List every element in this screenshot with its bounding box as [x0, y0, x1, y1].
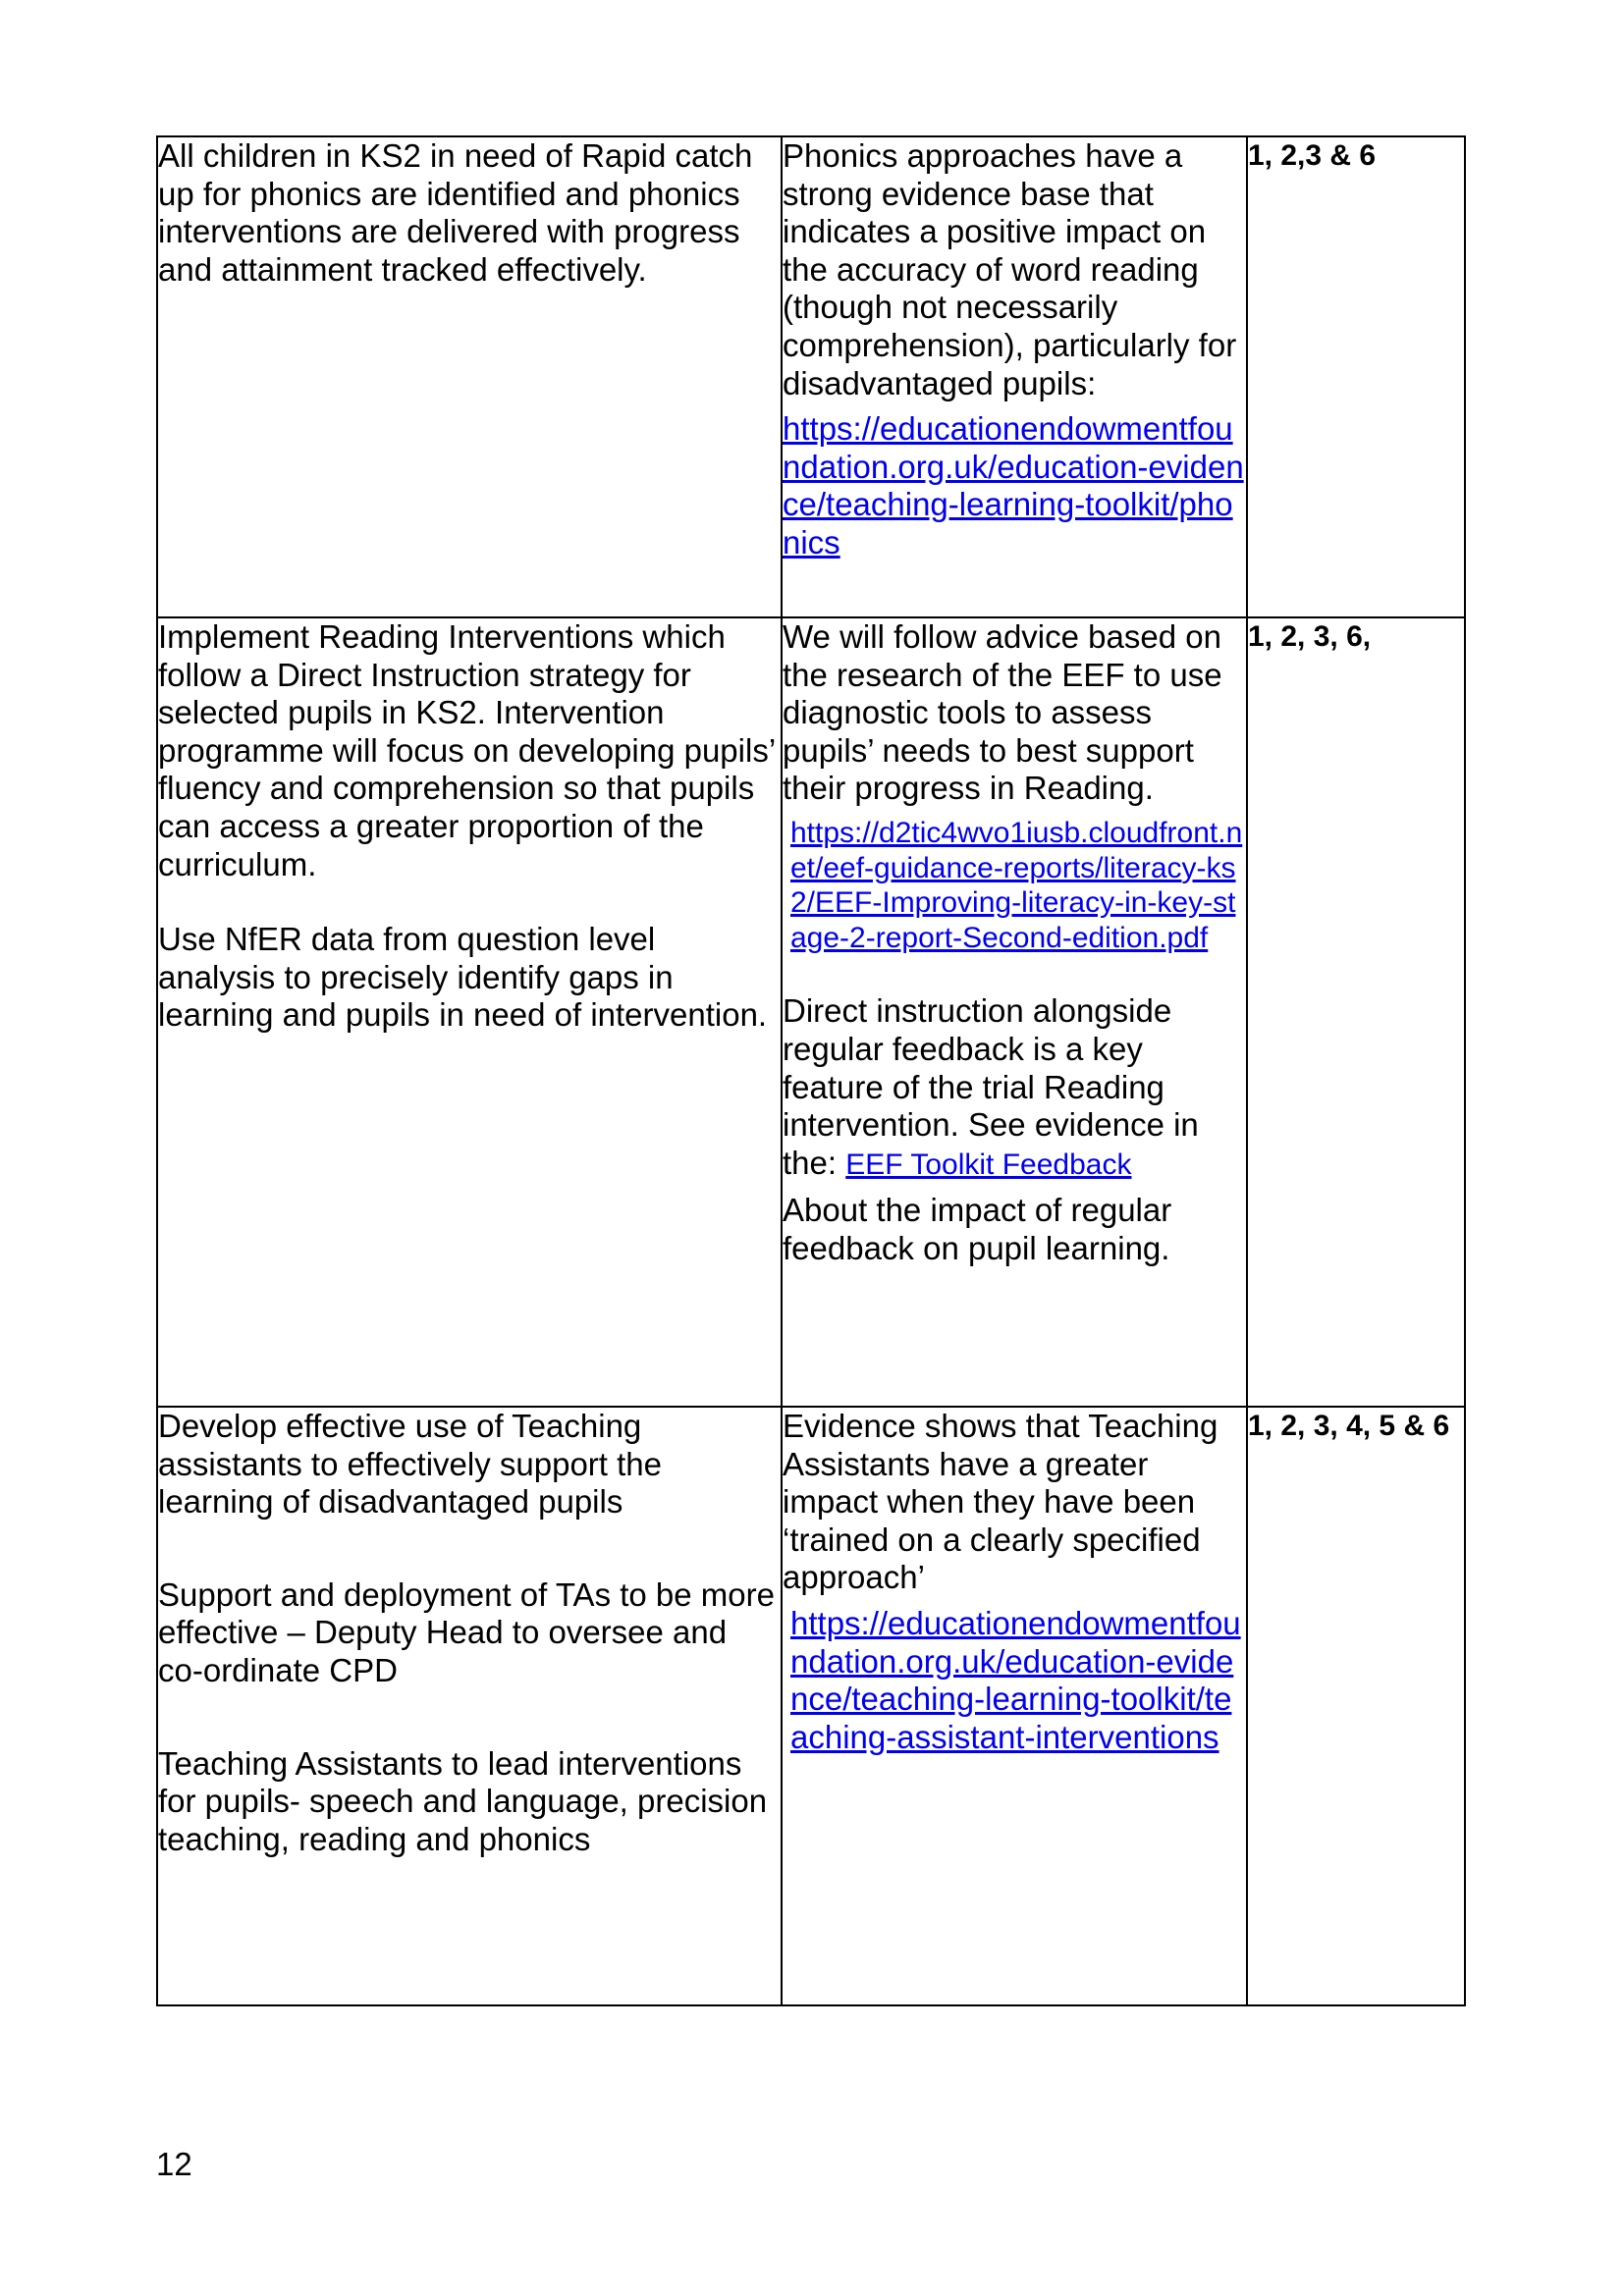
- activity-text: Teaching Assistants to lead interventions for pupils- speech and language, precision teaching, reading and phonics: [158, 1744, 768, 1857]
- evidence-text-2: Direct instruction alongside regular feedback is a key feature of the trial Reading intervention. See evidence in the:: [783, 992, 1199, 1181]
- evidence-cell: [782, 1407, 1247, 2005]
- challenge-numbers: 1, 2, 3, 6,: [1248, 620, 1372, 653]
- evidence-text: About the impact of regular feedback on pupil learning.: [783, 1192, 1172, 1266]
- challenge-numbers: 1, 2, 3, 4, 5 & 6: [1248, 1410, 1450, 1442]
- eef-toolkit-feedback-link[interactable]: EEF Toolkit Feedback: [845, 1148, 1132, 1181]
- challenges-cell: [1247, 136, 1465, 617]
- activity-text: All children in KS2 in need of Rapid catch up for phonics are identified and phonics interventions are delivered with progress and attainment tracked effectively.: [158, 137, 753, 288]
- evidence-cell: [782, 617, 1247, 1407]
- evidence-text: We will follow advice based on the research of the EEF to use diagnostic tools to assess pupils’ needs to best support their progress in Reading.: [783, 618, 1222, 807]
- table-row: [157, 136, 1465, 617]
- activity-text: Use NfER data from question level analysis to precisely identify gaps in learning and pupils in need of intervention.: [158, 921, 768, 1034]
- activity-cell: [157, 136, 782, 617]
- evidence-link[interactable]: https://d2tic4wvo1iusb.cloudfront.net/eef-guidance-reports/literacy-ks2/EEF-Improving-literacy-in-key-stage-2-report-Second-edition.pdf: [790, 816, 1243, 954]
- challenge-numbers: 1, 2,3 & 6: [1248, 139, 1377, 172]
- activity-cell: [157, 1407, 782, 2005]
- evidence-text: [783, 992, 1246, 1184]
- challenges-cell: [1247, 1407, 1465, 2005]
- activity-cell: [157, 617, 782, 1407]
- evidence-link[interactable]: https://educationendowmentfoundation.org.uk/education-evidence/teaching-learning-toolkit/phonics: [783, 410, 1244, 561]
- activity-text: Support and deployment of TAs to be more effective – Deputy Head to oversee and co-ordinate CPD: [158, 1575, 775, 1688]
- evidence-link[interactable]: https://educationendowmentfoundation.org.uk/education-evidence/teaching-learning-toolkit/teaching-assistant-interventions: [790, 1604, 1241, 1755]
- challenges-cell: [1247, 617, 1465, 1407]
- page-number: 12: [156, 2146, 192, 2182]
- evidence-text: Evidence shows that Teaching Assistants have a greater impact when they have been ‘trained on a clearly specified approach’: [783, 1408, 1218, 1596]
- activity-text: Implement Reading Interventions which follow a Direct Instruction strategy for selected pupils in KS2. Intervention programme will focus on developing pupils’ fluency and comprehension so that pupils can access a greater proportion of the curriculum.: [158, 618, 775, 882]
- activity-text: Develop effective use of Teaching assistants to effectively support the learning of disadvantaged pupils: [158, 1408, 662, 1521]
- table-row: [157, 1407, 1465, 2005]
- evidence-cell: [782, 136, 1247, 617]
- table-row: [157, 617, 1465, 1407]
- strategy-table: [156, 135, 1466, 2006]
- evidence-text: Phonics approaches have a strong evidence base that indicates a positive impact on the accuracy of word reading (though not necessarily comprehension), particularly for disadvantaged pupils:: [783, 137, 1237, 401]
